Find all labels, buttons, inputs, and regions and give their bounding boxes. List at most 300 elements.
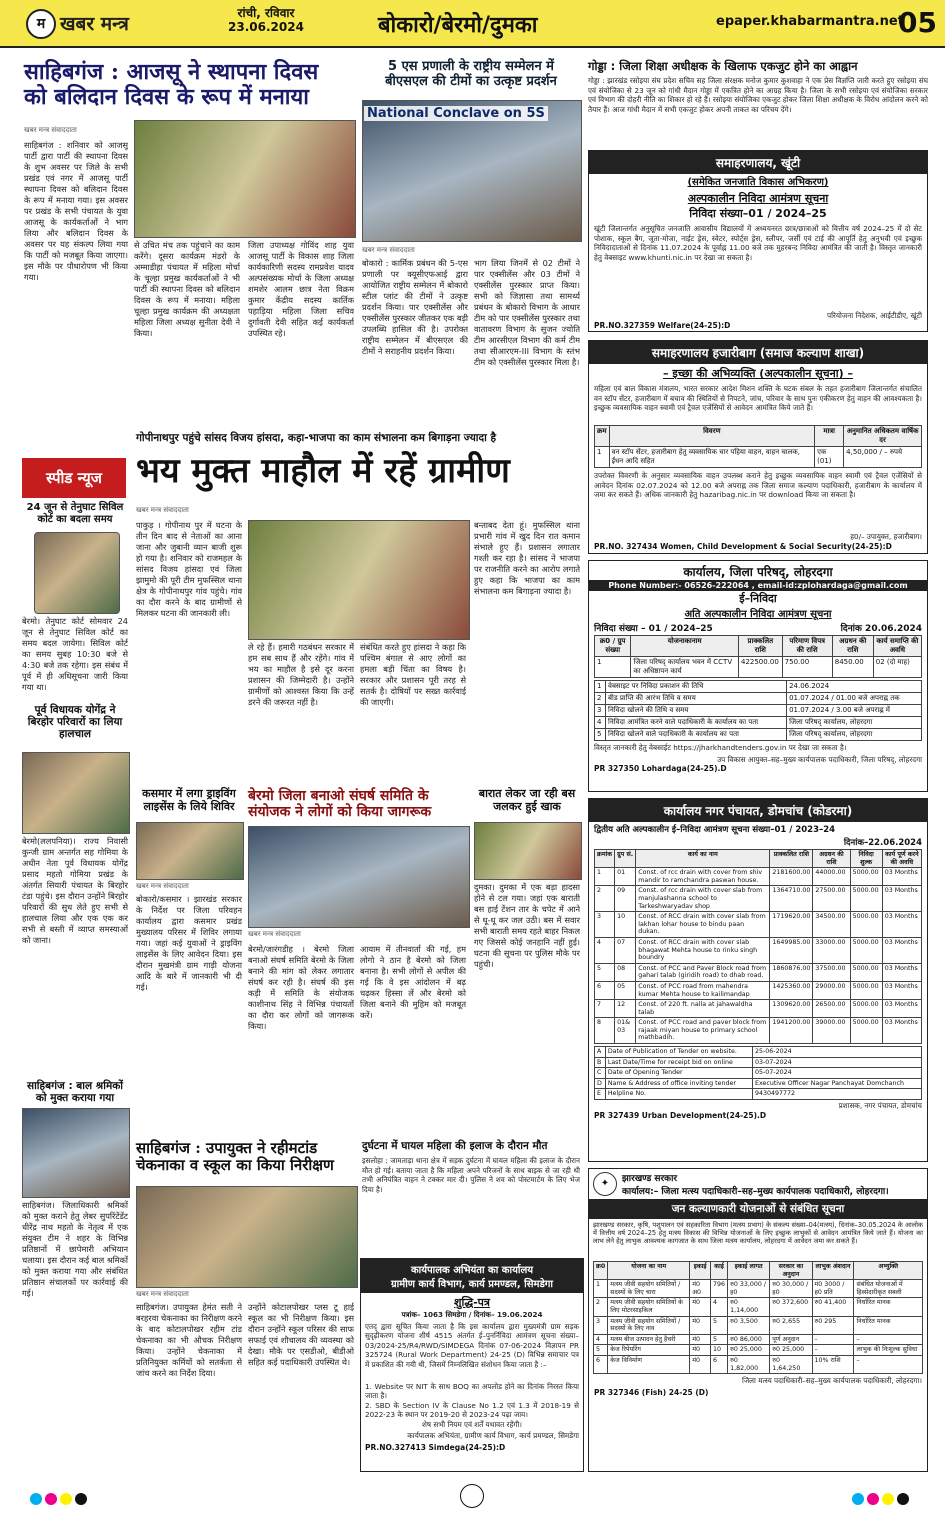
t6-cell: संबंधित योजनाओं में हिस्सेदारीकृत सबली bbox=[854, 1280, 923, 1298]
t1-pr-number: PR.NO.327359 Welfare(24-25):D bbox=[594, 320, 731, 330]
t5-schedule-cell: Executive Officer Nagar Panchayat Domchanch bbox=[753, 1078, 922, 1089]
t6-cell: रु0 1,64,250 bbox=[770, 1355, 812, 1373]
a2-headline bbox=[362, 60, 580, 90]
a9-byline: खबर मन्त्र संवाददाता bbox=[136, 1290, 189, 1298]
a9-body: साहिबगंज। उपायुक्त हेमंत सती ने बरहरवा चेकनाका का निरीक्षण करने के बाद कोटालपोखर रहीम टांड चेकनाका का भी औचक निरीक्षण किया। उन्होंने चेकनाका में प्रतिनियुक्त कर्मियों को सतर्कता से जांच करने का निर्देश दिया। bbox=[136, 1302, 242, 1378]
t5-cell: Const. of PCC road and paver block from rajaak miyan house to primary school mathbadih. bbox=[636, 1018, 770, 1044]
t4-header-cell: प्राक्कलित राशि bbox=[738, 636, 782, 657]
t5-cell: 37500.00 bbox=[813, 963, 850, 981]
t6-cell: निर्धारित मानक bbox=[854, 1316, 923, 1334]
t6-cell: – bbox=[812, 1345, 854, 1356]
table-row bbox=[595, 1000, 922, 1018]
table-row bbox=[595, 1047, 922, 1058]
t5-header-cell: कार्य पूर्ण करने की अवधि bbox=[882, 850, 921, 868]
t6-cell: 3 bbox=[594, 1316, 608, 1334]
tender-khunti bbox=[588, 150, 928, 332]
a1-byline: खबर मन्त्र संवाददाता bbox=[24, 126, 77, 134]
t5-cell: 09 bbox=[615, 886, 636, 912]
t5-header-cell: प्राक्कलित राशि bbox=[770, 850, 813, 868]
t6-cell: निर्धारित मानक bbox=[854, 1298, 923, 1316]
t6-cell: रु0 86,000 bbox=[728, 1334, 770, 1345]
table-row bbox=[595, 657, 922, 678]
t5-cell: Const. of 220 ft. nalla at jahawaldha talab bbox=[636, 1000, 770, 1018]
t5-cell: 8 bbox=[595, 1018, 615, 1044]
table-row bbox=[595, 681, 922, 693]
t5-cell: 07 bbox=[615, 937, 636, 963]
a9-headline bbox=[136, 1140, 356, 1175]
tender-lohardaga-zp bbox=[588, 560, 928, 792]
a4-body-col4: बन्ताबद देता हूं। मुफस्सिल थाना प्रभारी गांव में खुद दिन रात कमान संभाले हुए हैं। प्रशासन लगातार गश्ती कर रहा है। सांसद ने भाजपा पर राजनीति करने का आरोप लगाते हुए कहा कि भाजपा का काम संभालना कम बिगाड़ना ज्यादा है। bbox=[474, 520, 580, 596]
a4-headline: भय मुक्त माहौल में रहें ग्रामीण bbox=[136, 451, 510, 491]
t5-cell: 2 bbox=[595, 886, 615, 912]
t4-cell: 422500.00 bbox=[738, 657, 782, 678]
table-row bbox=[594, 1298, 923, 1316]
t4-schedule-cell: 01.07.2024 / 3.00 बजे अपराह्न में bbox=[787, 705, 922, 717]
speed-b2: बेरमो(ललपनिया)। राज्य निवासी कुन्जी ग्राम अन्तर्गत सह गोमिया के अधीन नेता पूर्व विधायक योगेंद्र प्रसाद महतो गोमिया प्रखंड के अंतर्गत सियारी पंचायत के बिरहोर टंडा पहुंचे। इस दौरान उन्होंने बिरहोर परिवारों की सुध लेते हुए सभी से हालचाल लिया और एक एक कर सभी से बस्ती में व्याप्त समस्याओं को जाना। bbox=[22, 836, 128, 945]
t5-cell: 26500.00 bbox=[813, 1000, 850, 1018]
a1-body-col3: जिला उपाध्यक्ष गोविंद शाह युवा आजसू पार्टी के विकास शाह जिला कार्यकारिणी सदस्य रामप्रवेश यादव अल्पसंख्यक मोर्चा के जिला अध्यक्ष शमशेर आलम छात्र नेता विक्रम कुमार केंद्रीय सदस्य कार्तिक पहाड़िया महिला जिला सचिव दुर्गावती देवी सहित कई कार्यकर्ता उपस्थित रहे। bbox=[248, 240, 354, 338]
t4-schedule-cell: वेबसाइट पर निविदा प्रकाशन की तिथि bbox=[606, 681, 787, 693]
t4-cell: 8450.00 bbox=[832, 657, 873, 678]
a6-headline bbox=[248, 788, 468, 820]
t4-schedule-cell: 1 bbox=[595, 681, 606, 693]
t6-cell: लाभुक की निःशुल्क सुविधा bbox=[854, 1345, 923, 1356]
a8-body: इसलोहा : जामताड़ा थाना क्षेत्र में सड़क दुर्घटना में घायल महिला की इलाज के दौरान मौत हो गई। बताया जाता है कि महिला अपने परिजनों के साथ बाइक से जा रही थी तभी अनियंत्रित वाहन ने टक्कर मार दी। पुलिस ने शव को पोस्टमार्टम के लिए भेज दिया है। bbox=[362, 1156, 580, 1194]
t4-schedule-cell: 24.06.2024 bbox=[787, 681, 922, 693]
t5-cell: 03 Months bbox=[882, 937, 921, 963]
t3-title: शुद्धि-पत्र bbox=[453, 1296, 490, 1309]
a6-photo bbox=[248, 826, 470, 928]
a7-photo bbox=[474, 822, 582, 880]
a7-body: दुमका। दुमका में एक बड़ा हादसा होने से टल गया। जहां एक बाराती बस हाई टेंशन तार के चपेट में आने से धू-धू कर जल उठी। बस में सवार सभी बाराती समय रहते बाहर निकल गए जिससे कोई जनहानि नहीं हुई। घटना की सूचना पर पुलिस मौके पर पहुंची। bbox=[474, 882, 580, 969]
t6-cell: केज रिपेयरिंग bbox=[608, 1345, 690, 1356]
t5-schedule-cell: Date of Publication of Tender on website. bbox=[605, 1047, 752, 1058]
speed-h3: साहिबगंज : बाल श्रमिकों को मुक्त कराया गया bbox=[26, 1080, 124, 1105]
t4-header-cell: परिमाण विपत्र की राशि bbox=[782, 636, 832, 657]
t6-cell: पूर्ण अनुदान bbox=[770, 1334, 812, 1345]
speed-portrait bbox=[34, 532, 120, 614]
t5-cell: 03 Months bbox=[882, 963, 921, 981]
t5-schedule-cell: Name & Address of office inviting tender bbox=[605, 1078, 752, 1089]
t5-schedule-cell: A bbox=[595, 1047, 606, 1058]
t2-body2: उपरोक्त विवरणी के अनुसार व्यवसायिक वाहन उपलब्ध कराने हेतु इच्छुक व्यवसायिक वाहन स्वामी एवं ट्रैवल एजेंसियों से आवेदन दिनांक 02.07.2024 को 12.00 बजे अपराह्न तक जिला समाज कल्याण पदाधिकारी, हजारीबाग के कार्यालय में जमा कर सकते हैं। अधिक जानकारी हेतु hazaribag.nic.in पर download किया जा सकता है। bbox=[594, 471, 922, 499]
t4-table bbox=[594, 635, 922, 678]
t5-cell: 27500.00 bbox=[813, 886, 850, 912]
table-row bbox=[595, 937, 922, 963]
a3-body: गोड्डा : झारखंड रसोइया संघ प्रदेश सचिव सह जिला संरक्षक मनोज कुमार कुशवाहा ने एक प्रेस विज्ञप्ति जारी करते हुए रसोइया संघ एवं संयोजिका से 23 जून को गांधी मैदान गोड्डा में एकत्रित होने का आग्रह किया है। जिला के सभी रसोइया एवं संयोजिका सरकार एवं विभाग की दोहरी नीति का शिकार हो रहे हैं। रसोइया संयोजिका एकजुट होकर जिला शिक्षा अधीक्षक के विरोध आंदोलन करने को तैयार हैं। आज गांधी मैदान में सभी एकजुट होकर अपनी ताकत का परिचय देंगे। bbox=[588, 76, 928, 114]
t3-point3: शेष सभी नियम एवं शर्तें यथावत रहेंगी। bbox=[422, 1419, 522, 1429]
t4-date: दिनांक 20.06.2024 bbox=[840, 624, 922, 634]
t6-header-cell: क्र0 bbox=[594, 1262, 608, 1280]
table-row bbox=[595, 1018, 922, 1044]
t2-table bbox=[594, 425, 922, 468]
t6-cell: 10% राशि bbox=[812, 1355, 854, 1373]
govt-emblem-icon: ✦ bbox=[593, 1172, 617, 1196]
t6-cell: रु0 1,14,000 bbox=[728, 1298, 770, 1316]
a3-headline: गोड्डा : जिला शिक्षा अधीक्षक के खिलाफ एकजुट होने का आह्वान bbox=[588, 59, 858, 73]
t4-pr-number: PR 327350 Lohardaga(24-25).D bbox=[594, 764, 727, 773]
a5-photo bbox=[136, 822, 244, 880]
t3-signatory: कार्यपालक अभियंता, ग्रामीण कार्य विभाग, कार्य प्रमण्डल, सिमडेगा bbox=[407, 1431, 579, 1440]
t6-cell: मत्स्य बीज उत्पादन हेतु हैचरी bbox=[608, 1334, 690, 1345]
speed-b1: बेरमो। तेनुघाट कोर्ट सोमवार 24 जून से तेनुघाट सिविल कोर्ट का समय बदल जायेगा। सिविल कोर्ट का समय सुबह 10:30 बजे से 4:30 बजे तक रहेगा। इस संबंध में पूर्व में ही अधिसूचना जारी किया गया था। bbox=[22, 616, 128, 692]
t5-schedule-cell: 03-07-2024 bbox=[753, 1057, 922, 1068]
tender-hazaribag bbox=[588, 340, 928, 554]
t6-cell: मत्स्य जीवी सहयोग समितियों / सदस्यों के लिए चारा bbox=[608, 1280, 690, 1298]
t4-cell: 1 bbox=[595, 657, 631, 678]
t5-cell: 08 bbox=[615, 963, 636, 981]
t4-schedule bbox=[594, 680, 922, 741]
a4-byline: खबर मन्त्र संवाददाता bbox=[136, 506, 189, 514]
notice-fisheries bbox=[588, 1168, 928, 1472]
t5-cell: 10 bbox=[615, 912, 636, 938]
a2-photo bbox=[362, 100, 582, 242]
a8-headline: दुर्घटना में घायल महिला की इलाज के दौरान मौत bbox=[362, 1140, 548, 1152]
t6-signatory: जिला मत्स्य पदाधिकारी–सह–मुख्य कार्यपालक पदाधिकारी, लोहरदगा। bbox=[741, 1376, 922, 1386]
a2-headline-line2: बीएसएल की टीमों का उत्कृष्ट प्रदर्शन bbox=[385, 73, 557, 89]
t6-cell: मं0 bbox=[690, 1345, 711, 1356]
table-row bbox=[594, 1345, 923, 1356]
t4-schedule-cell: 3 bbox=[595, 705, 606, 717]
a6-headline-line2: संयोजक ने लोगों को किया जागरूक bbox=[248, 804, 432, 821]
t6-cell: रु0 372,600 bbox=[770, 1298, 812, 1316]
t4-header-cell: कार्य समाप्ति की अवधि bbox=[873, 636, 921, 657]
t5-cell: 12 bbox=[615, 1000, 636, 1018]
t6-cell: केज विनिर्माण bbox=[608, 1355, 690, 1373]
t5-cell: 03 Months bbox=[882, 868, 921, 886]
table-row bbox=[595, 1078, 922, 1089]
t5-pr-number: PR 327439 Urban Development(24-25).D bbox=[594, 1110, 767, 1120]
t5-date: दिनांक–22.06.2024 bbox=[843, 838, 922, 848]
a4-photo bbox=[248, 520, 470, 640]
a2-body-col2: भाग लिया जिनमें से 02 टीमों ने पार एक्सीलेंस और 03 टीमों ने एक्सीलेंस पुरस्कार प्राप्त किया। सभी को जिज्ञासा तथा सामर्थ्य प्रबंधन के बोकारो विभाग के आधार टीम को पार एक्सीलेंस पुरस्कार तथा वातावरण विभाग के सुजन ज्योति टीम आरसीएल विभाग की कर्म टीम तथा सीआरएम-III विभाग के स्तंभ टीम को एक्सीलेंस पुरस्कार मिला है। bbox=[474, 258, 580, 367]
t6-header-cell: सरकार का अनुदान bbox=[770, 1262, 812, 1280]
table-row bbox=[595, 705, 922, 717]
t4-number: निविदा संख्या – 01 / 2024–25 bbox=[594, 624, 713, 634]
t5-header-cell: ग्रुप सं. bbox=[615, 850, 636, 868]
t1-signatory: परियोजना निदेशक, आईटीडीए, खूंटी bbox=[826, 311, 922, 320]
t5-header-cell: कार्य का नाम bbox=[636, 850, 770, 868]
t6-body: झारखण्ड सरकार, कृषि, पशुपालन एवं सहकारिता विभाग (मत्स्य प्रभाग) के संकल्प संख्या–04(मत्स्य), दिनांक–30.05.2024 के आलोक में वित्तीय वर्ष 2024–25 हेतु मत्स्य विकास की विभिन्न योजनाओं के लिए इच्छुक लाभुकों से आवेदन आमंत्रित किये जाते हैं। योजना का लाभ लेने हेतु लाभुक आवश्यक कागजात के साथ जिला मत्स्य कार्यालय, लोहरदगा में आवेदन जमा कर सकते हैं। bbox=[593, 1221, 923, 1246]
t5-cell: 29000.00 bbox=[813, 981, 850, 999]
t4-cell: 02 (दो माह) bbox=[873, 657, 921, 678]
t4-etitle: ई–निविदा bbox=[739, 592, 777, 605]
a6-byline: खबर मन्त्र संवाददाता bbox=[248, 930, 301, 938]
t6-header-cell: योजना का नाम bbox=[608, 1262, 690, 1280]
t5-schedule-cell: C bbox=[595, 1068, 606, 1079]
t6-govt: झारखण्ड सरकार bbox=[622, 1174, 678, 1184]
speed-h1: 24 जून से तेनुघाट सिविल कोर्ट का बदला समय bbox=[26, 502, 124, 525]
t5-cell: 44000.00 bbox=[813, 868, 850, 886]
a4-body-col3: संबंधित करते हुए हांसदा ने कहा कि पश्चिम बंगाल से आए लोगों का हमला बड़ी चिंता का विषय है। सरकार और प्रशासन पूरी तरह से सतर्क है। दोषियों पर सख्त कार्रवाई की जाएगी। bbox=[360, 642, 466, 707]
t6-cell: 5 bbox=[711, 1316, 728, 1334]
a1-headline bbox=[24, 60, 354, 111]
a2-headline-line1: 5 एस प्रणाली के राष्ट्रीय सम्मेलन में bbox=[388, 59, 554, 74]
t5-cell: Const. of PCC road from mahendra kumar Mehta house to kailimandap bbox=[636, 981, 770, 999]
t6-header-cell: इकाई लागत bbox=[728, 1262, 770, 1280]
t5-cell: 01 bbox=[615, 868, 636, 886]
t4-header-cell: अग्रधन की राशि bbox=[832, 636, 873, 657]
t2-col-desc: विवरण bbox=[609, 426, 815, 447]
a1-photo bbox=[134, 120, 356, 238]
a1-headline-line2: को बलिदान दिवस के रूप में मनाया bbox=[24, 84, 309, 111]
t2-cell: 4,50,000 / – रुपये bbox=[844, 447, 922, 468]
table-row bbox=[594, 1316, 923, 1334]
t6-header-cell: इकाई bbox=[690, 1262, 711, 1280]
edition-date-value: 23.06.2024 bbox=[228, 20, 304, 34]
t5-office: कार्यालय नगर पंचायत, डोमचांच (कोडरमा) bbox=[589, 799, 927, 822]
t5-cell: 03 Months bbox=[882, 886, 921, 912]
registration-mark-icon bbox=[460, 1484, 484, 1508]
t6-cell: मत्स्य जीवी सहयोग समितियों के लिए मोटरसाइकिल bbox=[608, 1298, 690, 1316]
table-row bbox=[595, 1068, 922, 1079]
t5-signatory: प्रशासक, नगर पंचायत, डोमचांच bbox=[838, 1101, 922, 1111]
t2-office: समाहरणालय हजारीबाग (समाज कल्याण शाखा) bbox=[589, 341, 927, 364]
t5-cell: 03 Months bbox=[882, 912, 921, 938]
t3-office bbox=[361, 1259, 583, 1293]
t4-schedule-cell: जिला परिषद् कार्यालय, लोहरदगा bbox=[787, 729, 922, 741]
t5-cell: 33000.00 bbox=[813, 937, 850, 963]
t6-cell: 1 bbox=[594, 1280, 608, 1298]
t2-cell: 1 bbox=[595, 447, 610, 468]
t5-cell: 5000.00 bbox=[850, 868, 882, 886]
t5-schedule-cell: 9430497772 bbox=[753, 1089, 922, 1100]
a1-body-col2: से उचित मंच तक पहुंचाने का काम करेंगे। दूसरा कार्यक्रम मंडरो के अम्माडीहा पंचायत में महिला मोर्चा के चूल्हा प्रमुख कार्यकर्ताओं ने भी पार्टी की स्थापना दिवस को बलिदान दिवस के रूप में मनाया। महिला चूल्हा प्रमुख कार्यक्रम की अध्यक्षता महिला जिला अध्यक्ष सुनीता देवी ने किया। bbox=[134, 240, 240, 338]
t5-cell: 39000.00 bbox=[813, 1018, 850, 1044]
t5-cell: 2181600.00 bbox=[770, 868, 813, 886]
t5-cell: 4 bbox=[595, 937, 615, 963]
t5-cell: 3 bbox=[595, 912, 615, 938]
a9-headline-line1: साहिबगंज : उपायुक्त ने रहीमटांड bbox=[136, 1139, 318, 1157]
t4-schedule-cell: 01.07.2024 / 01.00 बजे अपराह्न तक bbox=[787, 693, 922, 705]
t5-cell: 03 Months bbox=[882, 1018, 921, 1044]
table-row bbox=[595, 1057, 922, 1068]
t5-cell: 5000.00 bbox=[850, 963, 882, 981]
t1-body: खूंटी जिलान्तर्गत अनुसूचित जनजाति आवासीय विद्यालयों में अध्ययनरत छात्र/छात्राओं को वित्तीय वर्ष 2024–25 में दो सेट पोशाक, स्कूल बैग, जूता-मोजा, नाईट ड्रेस, स्वेटर, स्पोर्ट्स ड्रेस, स्लीपर, जर्सी एवं टाई की आपूर्ति हेतु अनुभवी एवं इच्छुक निविदादाताओं से दिनांक 11.07.2024 के पूर्वाह्न 11.00 बजे तक मुहरबन्द निविदा आमंत्रित की जाती है। विस्तृत जानकारी हेतु वेबसाइट www.khunti.nic.in पर देखा जा सकता है। bbox=[594, 224, 922, 262]
t6-pr-number: PR 327346 (Fish) 24-25 (D) bbox=[594, 1387, 709, 1397]
t5-cell: 5000.00 bbox=[850, 981, 882, 999]
t5-cell: 01& 03 bbox=[615, 1018, 636, 1044]
t3-office-line1: कार्यपालक अभियंता का कार्यालय bbox=[410, 1265, 534, 1276]
t4-schedule-cell: बीड प्राप्ति की आरंभ तिथि व समय bbox=[606, 693, 787, 705]
t6-cell: रु0 25,000 bbox=[728, 1345, 770, 1356]
t6-cell: 796 bbox=[711, 1280, 728, 1298]
page-number: 05 bbox=[898, 6, 937, 39]
a9-headline-line2: चेकनाका व स्कूल का किया निरीक्षण bbox=[136, 1156, 334, 1175]
brand-name: खबर मन्त्र bbox=[60, 13, 129, 35]
t5-schedule-cell: Last Date/Time for receipt bid on online bbox=[605, 1057, 752, 1068]
t6-cell: मं0 अ0 bbox=[690, 1280, 711, 1298]
t5-schedule-cell: Date of Opening Tender bbox=[605, 1068, 752, 1079]
t5-header-cell: अग्रधन की राशि bbox=[813, 850, 850, 868]
t5-cell: 5000.00 bbox=[850, 912, 882, 938]
speed-h2: पूर्व विधायक योगेंद्र ने बिरहोर परिवारों का लिया हालचाल bbox=[27, 704, 123, 741]
edition-date bbox=[228, 6, 304, 34]
t4-cell: 750.00 bbox=[782, 657, 832, 678]
speed-news-label: स्पीड न्यूज bbox=[22, 458, 126, 498]
speed-photo3 bbox=[22, 1108, 130, 1198]
t5-schedule-cell: B bbox=[595, 1057, 606, 1068]
table-row bbox=[595, 717, 922, 729]
table-row bbox=[595, 886, 922, 912]
t5-schedule bbox=[594, 1046, 922, 1100]
t3-point2: 2. SBD के Section IV के Clause No 1.2 एवं 1.3 में 2018-19 से 2022-23 के स्थान पर 2019-20 से 2023-24 पढ़ा जाय। bbox=[365, 1400, 579, 1419]
t1-title: अल्पकालीन निविदा आमंत्रण सूचना bbox=[687, 192, 829, 205]
t1-subtitle: (समेकित जनजाति विकास अभिकरण) bbox=[687, 177, 829, 188]
t5-cell: 5000.00 bbox=[850, 1000, 882, 1018]
t3-letter-no: पत्रांक– 1063 सिमडेगा / दिनांक– 19.06.2024 bbox=[401, 1310, 543, 1319]
t5-cell: 7 bbox=[595, 1000, 615, 1018]
t6-cell: 5 bbox=[711, 1334, 728, 1345]
t4-schedule-cell: निविदा खोलने वाले पदाधिकारी के कार्यालय का पता bbox=[606, 729, 787, 741]
t4-cell: जिला परिषद् कार्यालय भवन में CCTV का अधिष्ठापन कार्य bbox=[631, 657, 739, 678]
t5-cell: 34500.00 bbox=[813, 912, 850, 938]
t6-cell: रु0 3,500 bbox=[728, 1316, 770, 1334]
t5-cell: Const. of rcc drain with cover slab from manjulashanna school to Tarkeshwaryadav shop bbox=[636, 886, 770, 912]
t6-cell: 10 bbox=[711, 1345, 728, 1356]
t3-point1: 1. Website पर NIT के साथ BOQ का अपलोड होने का दिनांक निरस्त किया जाता है। bbox=[365, 1381, 579, 1400]
table-row bbox=[595, 912, 922, 938]
t5-cell: 03 Months bbox=[882, 1000, 921, 1018]
t5-cell: 5000.00 bbox=[850, 1018, 882, 1044]
t6-cell: मं0 3000 / ह0 प्रति bbox=[812, 1280, 854, 1298]
tender-simdega bbox=[360, 1258, 584, 1472]
t5-cell: 5000.00 bbox=[850, 886, 882, 912]
a4-kicker: गोपीनाथपुर पहुंचे सांसद विजय हांसदा, कहा-भाजपा का काम संभालना कम बिगाड़ना ज्यादा है bbox=[136, 432, 497, 444]
t5-cell: 6 bbox=[595, 981, 615, 999]
table-row bbox=[595, 693, 922, 705]
a2-byline: खबर मन्त्र संवाददाता bbox=[362, 246, 415, 254]
t6-cell: मत्स्य जीवी सहयोग समितियों / सदस्यों के लिए नाव bbox=[608, 1316, 690, 1334]
t6-cell: रु0 1,82,000 bbox=[728, 1355, 770, 1373]
t4-header-cell: योजनाकानाम bbox=[631, 636, 739, 657]
t5-cell: 1649985.00 bbox=[770, 937, 813, 963]
t5-header-cell: क्रमांक bbox=[595, 850, 615, 868]
t5-title: द्वितीय अति अल्पकालीन ई–निविदा आमंत्रण सूचना संख्या–01 / 2023–24 bbox=[594, 825, 836, 835]
t5-header-cell: निविदा शुल्क bbox=[850, 850, 882, 868]
t5-schedule-cell: 05-07-2024 bbox=[753, 1068, 922, 1079]
a1-headline-line1: साहिबगंज : आजसू ने स्थापना दिवस bbox=[24, 59, 319, 85]
t6-cell: रु0 41,400 bbox=[812, 1298, 854, 1316]
t6-title: जन कल्याणकारी योजनाओं से संबंधित सूचना bbox=[589, 1199, 927, 1219]
t6-cell: – bbox=[854, 1334, 923, 1345]
t5-table bbox=[594, 849, 922, 1044]
a2-body: बोकारो : कार्मिक प्रबंधन की 5-एस प्रणाली पर क्यूसीएफआई द्वारा आयोजित राष्ट्रीय सम्मेलन में बोकारो स्टील प्लांट की टीमों ने उत्कृष्ट प्रदर्शन किया। पार एक्सीलेंस और एक्सीलेंस पुरस्कार जीतकर एक बड़ी उपलब्धि हासिल की है। उपरोक्त राष्ट्रीय सम्मेलन में बीएसएल की टीमों ने सराहनीय प्रदर्शन किया। bbox=[362, 258, 468, 356]
a2-banner-text: National Conclave on 5S bbox=[364, 106, 548, 121]
table-row bbox=[595, 963, 922, 981]
t6-header-cell: लाभुक अंशदान bbox=[812, 1262, 854, 1280]
t6-table bbox=[593, 1261, 923, 1374]
t5-schedule-cell: E bbox=[595, 1089, 606, 1100]
t6-cell: 2 bbox=[594, 1298, 608, 1316]
t6-cell: – bbox=[854, 1355, 923, 1373]
t5-cell: Const. of RCC drain with cover slab bhagawat Mehta house to rinku singh boundry bbox=[636, 937, 770, 963]
speed-photo2 bbox=[22, 752, 130, 834]
a6-body: बेरमो/जारंगडीह । बेरमो जिला बनाओ संघर्ष समिति बेरमो के जिला बनाने की मांग को लेकर लगातार संघर्ष कर रही है। संघर्ष की इस कड़ी में समिति के संयोजक काशीनाथ सिंह ने विभिन्न पंचायतों का दौरा कर लोगों को जागरूक किया। bbox=[248, 944, 354, 1031]
t5-cell: 1 bbox=[595, 868, 615, 886]
table-row bbox=[595, 981, 922, 999]
a6-body-col2: आयाम में तीनवार्ता की गई, हम लोगो ने ठान है बेरमो को जिला बनाना है। सभी लोगों से अपील की गई कि वे इस आंदोलन में बढ़ चढ़कर हिस्सा लें और बेरमो को जिला बनाने की मुहिम को मजबूत करें। bbox=[360, 944, 466, 1020]
epaper-link[interactable]: epaper.khabarmantra.net bbox=[716, 14, 904, 29]
t5-cell: 5000.00 bbox=[850, 937, 882, 963]
edition-city-day: रांची, रविवार bbox=[237, 6, 295, 20]
t5-cell: Const. of PCC and Paver Block road from gahari talab (giridih road) to dhab road. bbox=[636, 963, 770, 981]
t6-cell: मं0 bbox=[690, 1355, 711, 1373]
t1-number: निविदा संख्या–01 / 2024–25 bbox=[689, 207, 827, 220]
t5-cell: 1425360.00 bbox=[770, 981, 813, 999]
t4-schedule-cell: 4 bbox=[595, 717, 606, 729]
t3-pr-number: PR.NO.327413 Simdega(24-25):D bbox=[365, 1442, 506, 1452]
t4-title: अति अल्पकालीन निविदा आमंत्रण सूचना bbox=[684, 609, 832, 620]
a9-photo bbox=[136, 1186, 358, 1288]
t5-cell: 05 bbox=[615, 981, 636, 999]
a4-body-col2: ले रहे हैं। हमारी गठबंधन सरकार में हम सब साथ हैं और रहेंगे। गांव में भय का माहौल है इसे दूर करना प्रशासन की जिम्मेदारी है। उन्होंने ग्रामीणों को आश्वस्त किया कि उन्हें डरने की जरूरत नहीं है। bbox=[248, 642, 354, 707]
a1-body: साहिबगंज : शनिवार को आजसू पार्टी द्वारा पार्टी की स्थापना दिवस के शुभ अवसर पर जिले के सभी प्रखंड एवं नगर में आजसू पार्टी स्थापना दिवस को बलिदान दिवस के रूप में मनाया गया। इस अवसर पर प्रखंड के सभी पंचायत के युवा आजसू के कार्यकर्ताओं ने भाग लिया और बलिदान दिवस के अवसर पर यह संकल्प लिया गया कि पार्टी को मजबूत किया जाएगा। इस मौके पर पौधारोपण भी किया गया। bbox=[24, 140, 128, 282]
t5-cell: 1364710.00 bbox=[770, 886, 813, 912]
t6-cell: 4 bbox=[594, 1334, 608, 1345]
t5-cell: Const. of RCC drain with cover slab from lakhan lohar house to bindu paan dukan. bbox=[636, 912, 770, 938]
table-row bbox=[594, 1334, 923, 1345]
print-color-marks bbox=[30, 1490, 90, 1509]
t6-cell: मं0 bbox=[690, 1316, 711, 1334]
table-row bbox=[594, 1280, 923, 1298]
t4-contact: Phone Number:- 06526-222064 , email-id:zplohardaga@gmail.com bbox=[589, 580, 927, 591]
table-row bbox=[595, 447, 922, 468]
section-title: बोकारो/बेरमो/दुमका bbox=[378, 13, 538, 38]
speed-b3: साहिबगंज। जिलाधिकारी श्रमिकों को मुक्त कराने हेतु लेबर सुपरिंटेंडेंट धीरेंद्र नाथ महतो के नेतृत्व में एक संयुक्त टीम ने शहर के विभिन्न प्रतिष्ठानों में छापेमारी अभियान चलाया। इस दौरान कई बाल श्रमिकों को मुक्त कराया गया और संबंधित प्रतिष्ठान संचालकों पर कार्रवाई की गई। bbox=[22, 1200, 128, 1298]
a7-headline: बारात लेकर जा रही बस जलकर हुई खाक bbox=[478, 787, 576, 813]
t6-cell: – bbox=[812, 1334, 854, 1345]
t5-cell: 5 bbox=[595, 963, 615, 981]
t6-cell: 6 bbox=[711, 1355, 728, 1373]
t2-col-rate: अनुमानित अधिकतम वार्षिक दर bbox=[844, 426, 922, 447]
t5-cell: 03 Months bbox=[882, 981, 921, 999]
t5-cell: 1941200.00 bbox=[770, 1018, 813, 1044]
t6-cell: रु0 295 bbox=[812, 1316, 854, 1334]
t2-body: महिला एवं बाल विकास मंत्रालय, भारत सरकार आदेश मिशन शक्ति के घटक संबल के तहत हजारीबाग जिलान्तर्गत संचालित वन स्टॉप सेंटर, हजारीबाग में बचाव की स्थितियों से निपटने, जांच, परिवार के साथ पुनः एकीकरण हेतु वाहन की आवश्यकता है। इच्छुक व्यवसायिक वाहन स्वामी एवं ट्रैवल एजेंसियों से आवेदन आमंत्रित किये जाते हैं। bbox=[594, 384, 922, 412]
table-row bbox=[595, 1089, 922, 1100]
t6-cell: रु0 25,000 bbox=[770, 1345, 812, 1356]
t6-cell: 4 bbox=[711, 1298, 728, 1316]
t4-note: विस्तृत जानकारी हेतु वेबसाईट https://jharkhandtenders.gov.in पर देखा जा सकता है। bbox=[594, 743, 847, 752]
t5-cell: Const. of rcc drain with cover from shiv mandir to ramchandra paswan house. bbox=[636, 868, 770, 886]
t5-cell: 1719620.00 bbox=[770, 912, 813, 938]
t6-cell: रु0 33,000 / ह0 bbox=[728, 1280, 770, 1298]
t2-col-qty: मात्रा bbox=[815, 426, 844, 447]
a5-headline: कसमार में लगा ड्राइविंग लाइसेंस के लिये शिविर bbox=[142, 787, 236, 813]
t6-cell: रु0 2,655 bbox=[770, 1316, 812, 1334]
t2-col-sn: क्रम bbox=[595, 426, 610, 447]
t6-cell: 6 bbox=[594, 1355, 608, 1373]
t4-schedule-cell: निविदा खोलने की तिथि व समय bbox=[606, 705, 787, 717]
t5-cell: 1860876.00 bbox=[770, 963, 813, 981]
t4-schedule-cell: 2 bbox=[595, 693, 606, 705]
t6-cell: मं0 bbox=[690, 1298, 711, 1316]
t4-schedule-cell: 5 bbox=[595, 729, 606, 741]
t2-signatory: ह0/– उपायुक्त, हजारीबाग। bbox=[850, 532, 922, 541]
t4-schedule-cell: निविदा आमंत्रित करने वाले पदाधिकारी के कार्यालय का पता bbox=[606, 717, 787, 729]
t3-body: एतद् द्वारा सूचित किया जाता है कि इस कार्यालय द्वारा मुख्यमंत्री ग्राम सड़क सुदृढ़ीकरण योजना शीर्ष 4515 अंतर्गत ई–पुनर्निविदा आमंत्रण सूचना संख्या–03/2024-25/R4/RWD/SIMDEGA दिनांक 07-06-2024 विज्ञापन PR 325724 (Rural Work Department) 24-25 (D) विभिन्न समाचार पत्र में प्रकाशित की गयी थी, जिसमें निम्नलिखित संशोधन किया जाता है :– bbox=[365, 1321, 579, 1369]
t3-office-line2: ग्रामीण कार्य विभाग, कार्य प्रमण्डल, सिमडेगा bbox=[390, 1279, 554, 1290]
a5-byline: खबर मन्त्र संवाददाता bbox=[136, 882, 189, 890]
t2-cell: वन स्टॉप सेंटर, हजारीबाग हेतु व्यवसायिक चार पहिया वाहन, वाहन चालक, ईंधन आदि सहित bbox=[609, 447, 815, 468]
tender-domchanch bbox=[588, 798, 928, 1162]
t5-schedule-cell: D bbox=[595, 1078, 606, 1089]
a4-body: पाकुड़ । गोपीनाथ पुर में घटना के तीन दिन बाद से नेताओं का आना जाना और जुबानी व्यान बाजी शुरू हो गया है। शनिवार को राजमहल के सांसद विजय हांसदा एवं जिला झामुमो की पूरी टीम मुफस्सिल थाना क्षेत्र के गोपीनाथपुर गांव पहुंचे। गांव का दौरा करने के बाद ग्रामीणों से मिलकर घटना की जानकारी ली। bbox=[136, 520, 242, 618]
t6-header-cell: काई bbox=[711, 1262, 728, 1280]
a9-body-col2: उन्होंने कोटालपोखर प्लस टू हाई स्कूल का भी निरीक्षण किया। इस दौरान उन्होंने स्कूल परिसर की साफ सफाई एवं शौचालय की व्यवस्था को देखा। मौके पर एसडीओ, बीडीओ सहित कई पदाधिकारी उपस्थित थे। bbox=[248, 1302, 354, 1367]
t4-schedule-cell: जिला परिषद् कार्यालय, लोहरदगा bbox=[787, 717, 922, 729]
